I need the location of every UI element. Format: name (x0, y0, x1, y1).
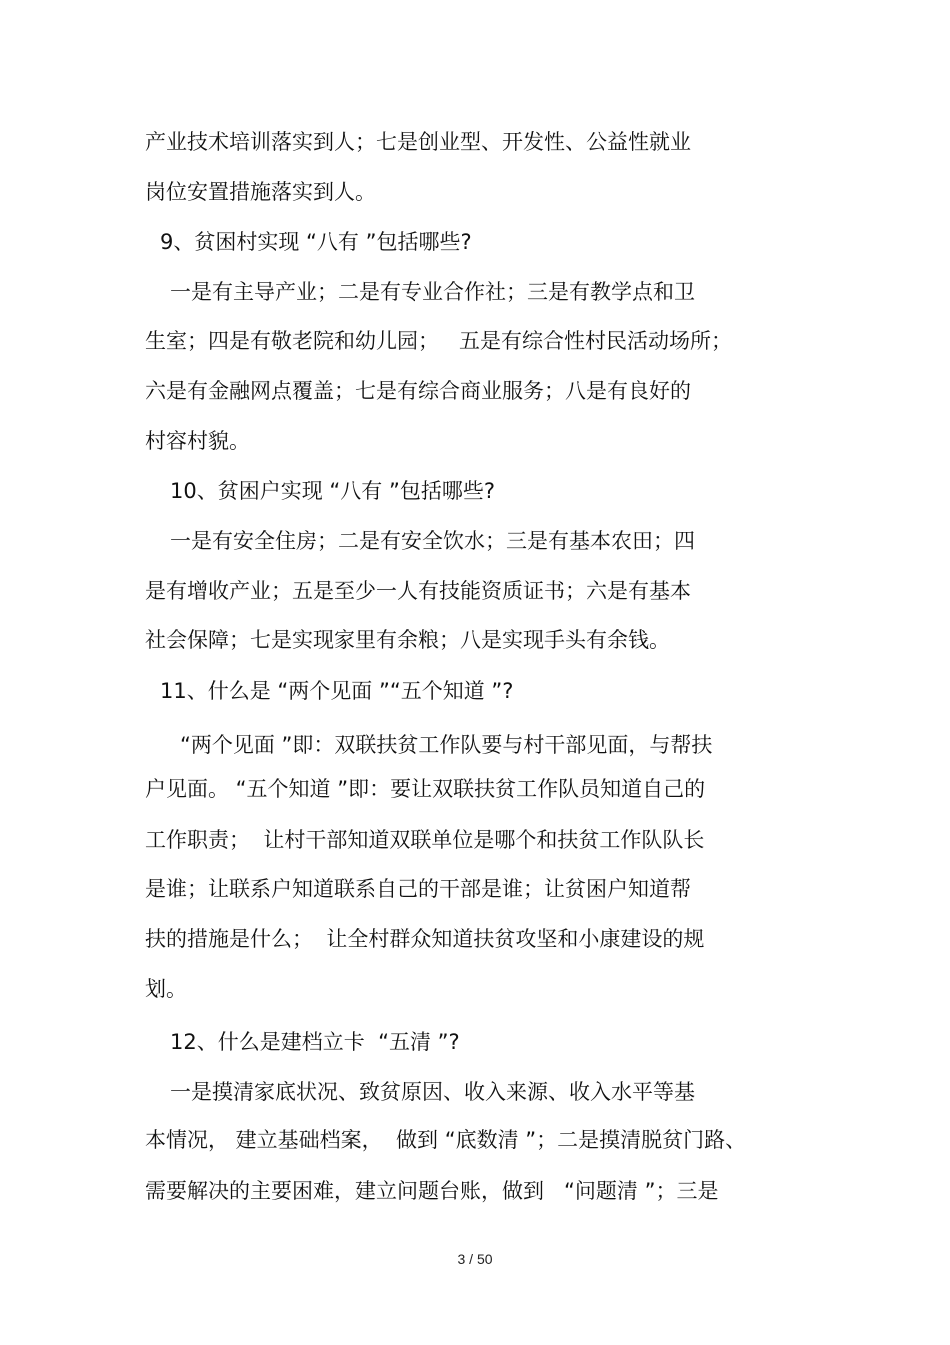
text-line: 工作职责； 让村干部知道双联单位是哪个和扶贫工作队队长 (145, 828, 705, 852)
text-line: 一是有主导产业；二是有专业合作社；三是有教学点和卫 (170, 280, 695, 304)
text-line: 一是摸清家底状况、致贫原因、收入来源、收入水平等基 (170, 1080, 695, 1104)
text-line: 户见面。 “五个知道 ”即：要让双联扶贫工作队员知道自己的 (145, 777, 706, 801)
text-line: 扶的措施是什么； 让全村群众知道扶贫攻坚和小康建设的规 (145, 927, 705, 951)
question-heading: 10、贫困户实现 “八有 ”包括哪些? (170, 479, 495, 503)
text-line: 划。 (145, 977, 187, 1001)
text-line: 产业技术培训落实到人；七是创业型、开发性、公益性就业 (145, 130, 691, 154)
text-line: 本情况， 建立基础档案， 做到 “底数清 ”；二是摸清脱贫门路、 (145, 1128, 747, 1152)
text-line: 岗位安置措施落实到人。 (145, 180, 376, 204)
text-line: 六是有金融网点覆盖；七是有综合商业服务；八是有良好的 (145, 379, 691, 403)
text-line: 是有增收产业；五是至少一人有技能资质证书；六是有基本 (145, 579, 691, 603)
text-line: “两个见面 ”即：双联扶贫工作队要与村干部见面，与帮扶 (180, 733, 713, 757)
page-number: 3 / 50 (457, 1251, 493, 1267)
text-line: 村容村貌。 (145, 429, 250, 453)
text-line: 需要解决的主要困难，建立问题台账，做到 “问题清 ”；三是 (145, 1179, 719, 1203)
text-line: 是谁；让联系户知道联系自己的干部是谁；让贫困户知道帮 (145, 877, 691, 901)
question-heading: 12、什么是建档立卡 “五清 ”? (170, 1030, 460, 1054)
text-line: 生室；四是有敬老院和幼儿园； 五是有综合性村民活动场所； (145, 329, 733, 353)
question-heading: 11、什么是 “两个见面 ”“五个知道 ”? (160, 679, 514, 703)
text-line: 社会保障；七是实现家里有余粮；八是实现手头有余钱。 (145, 628, 670, 652)
text-line: 一是有安全住房；二是有安全饮水；三是有基本农田；四 (170, 529, 695, 553)
question-heading: 9、贫困村实现 “八有 ”包括哪些? (160, 230, 472, 254)
